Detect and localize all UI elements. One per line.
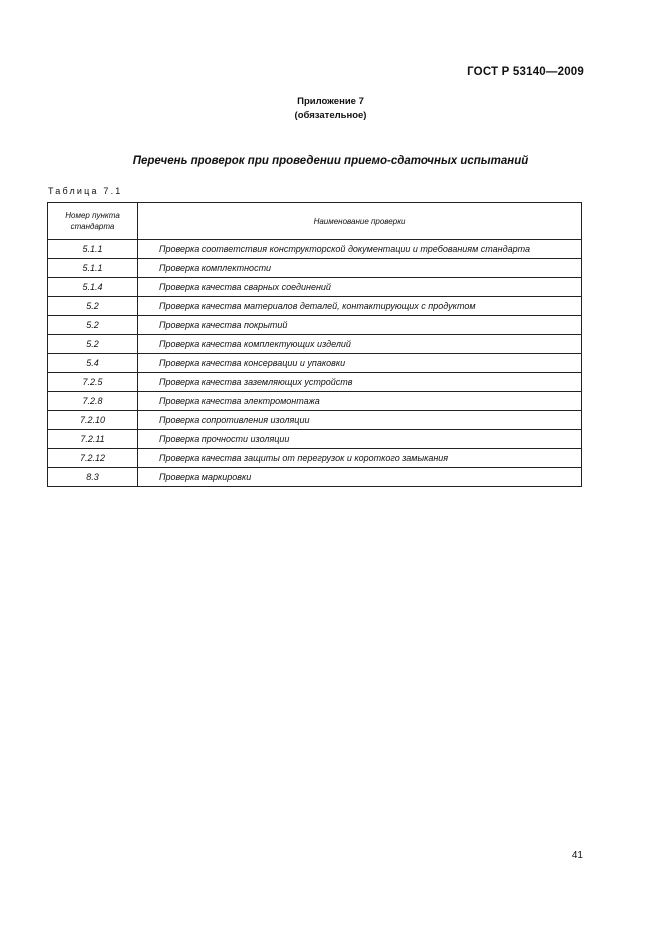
header-number-line2: стандарта <box>70 222 115 231</box>
table-row <box>48 259 582 278</box>
row-number: 5.1.1 <box>48 259 138 278</box>
row-name: Проверка качества комплектующих изделий <box>138 335 582 354</box>
row-name: Проверка комплектности <box>138 259 582 278</box>
row-name: Проверка сопротивления изоляции <box>138 411 582 430</box>
header-number-line1: Номер пункта <box>65 211 120 220</box>
header-name: Наименование проверки <box>138 203 582 240</box>
table-row <box>48 297 582 316</box>
row-number: 8.3 <box>48 468 138 487</box>
page-number: 41 <box>571 850 583 861</box>
document-code: ГОСТ Р 53140—2009 <box>467 66 584 78</box>
table-row <box>48 430 582 449</box>
checks-table <box>47 202 582 487</box>
row-name: Проверка соответствия конструкторской документации и требованиям стандарта <box>138 240 582 259</box>
row-name: Проверка качества материалов деталей, контактирующих с продуктом <box>138 297 582 316</box>
row-number: 7.2.12 <box>48 449 138 468</box>
table-row <box>48 411 582 430</box>
table-row <box>48 373 582 392</box>
annex-title: Приложение 7 <box>297 96 364 107</box>
row-number: 5.1.1 <box>48 240 138 259</box>
row-name: Проверка прочности изоляции <box>138 430 582 449</box>
annex-status: (обязательное) <box>294 110 367 121</box>
row-number: 5.2 <box>48 316 138 335</box>
row-number: 7.2.8 <box>48 392 138 411</box>
row-number: 7.2.11 <box>48 430 138 449</box>
row-number: 7.2.5 <box>48 373 138 392</box>
row-name: Проверка качества консервации и упаковки <box>138 354 582 373</box>
row-name: Проверка качества сварных соединений <box>138 278 582 297</box>
row-name: Проверка качества покрытий <box>138 316 582 335</box>
table-row <box>48 449 582 468</box>
table-row <box>48 316 582 335</box>
row-name: Проверка маркировки <box>138 468 582 487</box>
row-name: Проверка качества заземляющих устройств <box>138 373 582 392</box>
table-label: Таблица 7.1 <box>48 186 123 196</box>
row-name: Проверка качества защиты от перегрузок и короткого замыкания <box>138 449 582 468</box>
row-number: 5.4 <box>48 354 138 373</box>
row-number: 5.2 <box>48 335 138 354</box>
table-row <box>48 468 582 487</box>
table-row <box>48 335 582 354</box>
annex-heading <box>0 95 661 123</box>
table-header-row <box>48 203 582 240</box>
row-name: Проверка качества электромонтажа <box>138 392 582 411</box>
table-row <box>48 240 582 259</box>
row-number: 5.1.4 <box>48 278 138 297</box>
table-row <box>48 278 582 297</box>
list-title: Перечень проверок при проведении приемо-сдаточных испытаний <box>132 155 529 167</box>
row-number: 7.2.10 <box>48 411 138 430</box>
table-row <box>48 354 582 373</box>
header-number <box>48 203 138 240</box>
row-number: 5.2 <box>48 297 138 316</box>
table-row <box>48 392 582 411</box>
